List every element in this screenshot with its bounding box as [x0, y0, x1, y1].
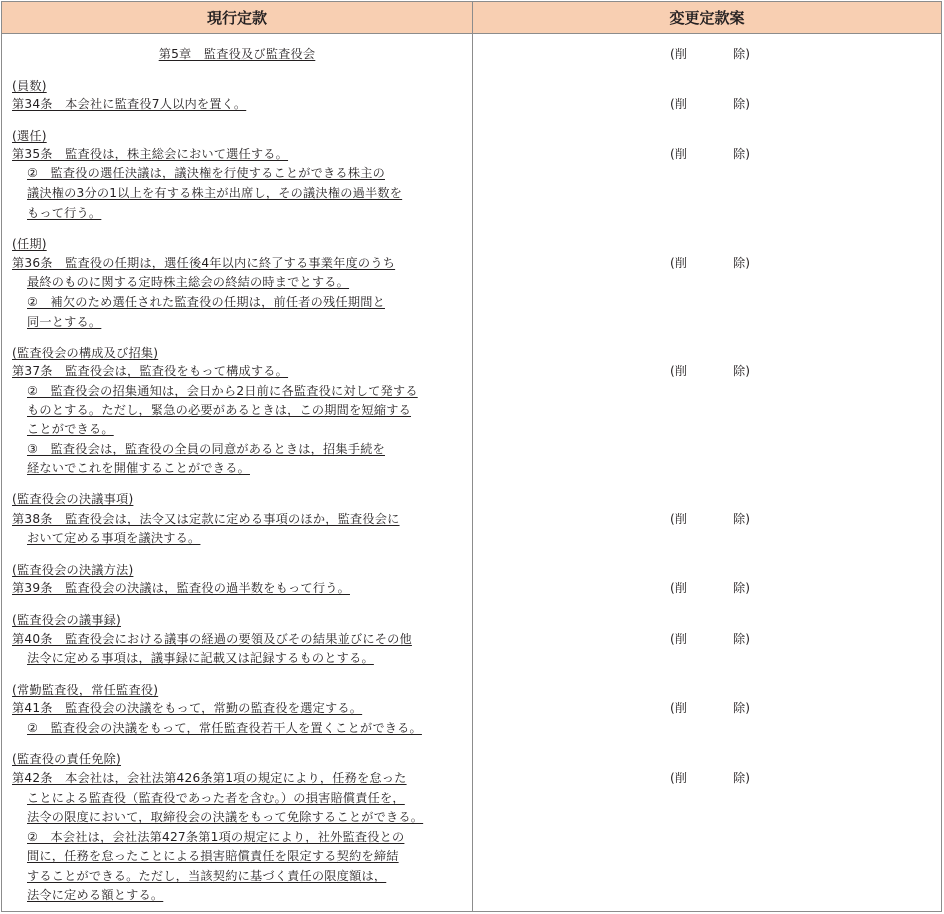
- article-line: 法令に定める額とする。: [27, 888, 164, 902]
- deletion-close: 除): [733, 632, 750, 646]
- article-line: 経ないでこれを開催することができる。: [27, 461, 250, 475]
- article-line: (監査役会の決議事項): [12, 492, 134, 506]
- article-line: 法令の限度において，取締役会の決議をもって免除することができる。: [27, 810, 424, 824]
- deletion-open: (削: [670, 147, 687, 161]
- header-proposed-label: 変更定款案: [669, 9, 745, 27]
- deletion-close: 除): [733, 771, 750, 785]
- article-line: 第35条 監査役は，株主総会において選任する。: [12, 147, 289, 161]
- article-line: ② 本会社は，会社法第427条第1項の規定により，社外監査役との: [27, 830, 405, 844]
- deletion-open: (削: [670, 771, 687, 785]
- article-line: 第37条 監査役会は，監査役をもって構成する。: [12, 364, 289, 378]
- deletion-marker: [670, 362, 750, 380]
- deletion-close: 除): [733, 147, 750, 161]
- article-line: 第38条 監査役会は，法令又は定款に定める事項のほか，監査役会に: [12, 512, 400, 526]
- deletion-marker: [670, 769, 750, 787]
- deletion-close: 除): [733, 512, 750, 526]
- header-current-articles: [2, 2, 472, 34]
- deletion-marker: [670, 95, 750, 113]
- article-line: おいて定める事項を議決する。: [27, 531, 201, 545]
- article-line: ② 監査役会の決議をもって，常任監査役若干人を置くことができる。: [27, 721, 422, 735]
- article-line: (監査役の責任免除): [12, 752, 122, 766]
- article-line: することができる。ただし，当該契約に基づく責任の限度額は，: [27, 869, 387, 883]
- deletion-open: (削: [670, 47, 687, 61]
- deletion-open: (削: [670, 701, 687, 715]
- article-line: (監査役会の決議方法): [12, 563, 134, 577]
- article-line: ことによる監査役（監査役であった者を含む。）の損害賠償責任を，: [27, 791, 405, 805]
- deletion-marker: [670, 699, 750, 717]
- deletion-marker: [670, 630, 750, 648]
- article-line: ② 監査役会の招集通知は，会日から2日前に各監査役に対して発する: [27, 384, 418, 398]
- article-line: (監査役会の構成及び招集): [12, 346, 159, 360]
- deletion-open: (削: [670, 581, 687, 595]
- deletion-close: 除): [733, 701, 750, 715]
- deletion-close: 除): [733, 581, 750, 595]
- column-divider: [472, 1, 473, 912]
- deletion-close: 除): [733, 256, 750, 270]
- deletion-close: 除): [733, 97, 750, 111]
- article-line: 第42条 本会社は，会社法第426条第1項の規定により，任務を怠った: [12, 771, 407, 785]
- deletion-open: (削: [670, 256, 687, 270]
- article-line: (常勤監査役，常任監査役): [12, 683, 159, 697]
- deletion-open: (削: [670, 632, 687, 646]
- deletion-marker: [670, 579, 750, 597]
- article-line: (員数): [12, 79, 47, 93]
- article-line: ② 補欠のため選任された監査役の任期は，前任者の残任期間と: [27, 295, 385, 309]
- article-line: もって行う。: [27, 206, 102, 220]
- deletion-marker: [670, 254, 750, 272]
- deletion-close: 除): [733, 47, 750, 61]
- deletion-open: (削: [670, 364, 687, 378]
- article-line: 間に，任務を怠ったことによる損害賠償責任を限定する契約を締結: [27, 849, 399, 863]
- article-line: ものとする。ただし，緊急の必要があるときは，この期間を短縮する: [27, 403, 412, 417]
- article-line: 第36条 監査役の任期は，選任後4年以内に終了する事業年度のうち: [12, 256, 396, 270]
- deletion-marker: [670, 145, 750, 163]
- article-line: (選任): [12, 129, 47, 143]
- deletion-open: (削: [670, 97, 687, 111]
- article-line: 最終のものに関する定時株主総会の終結の時までとする。: [27, 275, 350, 289]
- deletion-open: (削: [670, 512, 687, 526]
- article-line: (監査役会の議事録): [12, 613, 122, 627]
- article-line: ② 監査役の選任決議は，議決権を行使することができる株主の: [27, 166, 385, 180]
- article-line: ③ 監査役会は，監査役の全員の同意があるときは，招集手続を: [27, 442, 385, 456]
- article-line: 法令に定める事項は，議事録に記載又は記録するものとする。: [27, 651, 374, 665]
- article-line: 第39条 監査役会の決議は，監査役の過半数をもって行う。: [12, 581, 350, 595]
- article-line: ことができる。: [27, 422, 114, 436]
- deletion-marker: [670, 45, 750, 63]
- deletion-close: 除): [733, 364, 750, 378]
- article-line: 第40条 監査役会における議事の経過の要領及びその結果並びにその他: [12, 632, 412, 646]
- article-line: 議決権の3分の1以上を有する株主が出席し，その議決権の過半数を: [27, 186, 403, 200]
- chapter-title: 第5章 監査役及び監査役会: [158, 47, 316, 61]
- header-proposed-articles: [473, 2, 941, 34]
- article-line: (任期): [12, 237, 47, 251]
- header-current-label: 現行定款: [206, 9, 267, 27]
- deletion-marker: [670, 510, 750, 528]
- article-line: 同一とする。: [27, 315, 102, 329]
- article-line: 第34条 本会社に監査役7人以内を置く。: [12, 97, 247, 111]
- article-line: 第41条 監査役会の決議をもって，常勤の監査役を選定する。: [12, 701, 363, 715]
